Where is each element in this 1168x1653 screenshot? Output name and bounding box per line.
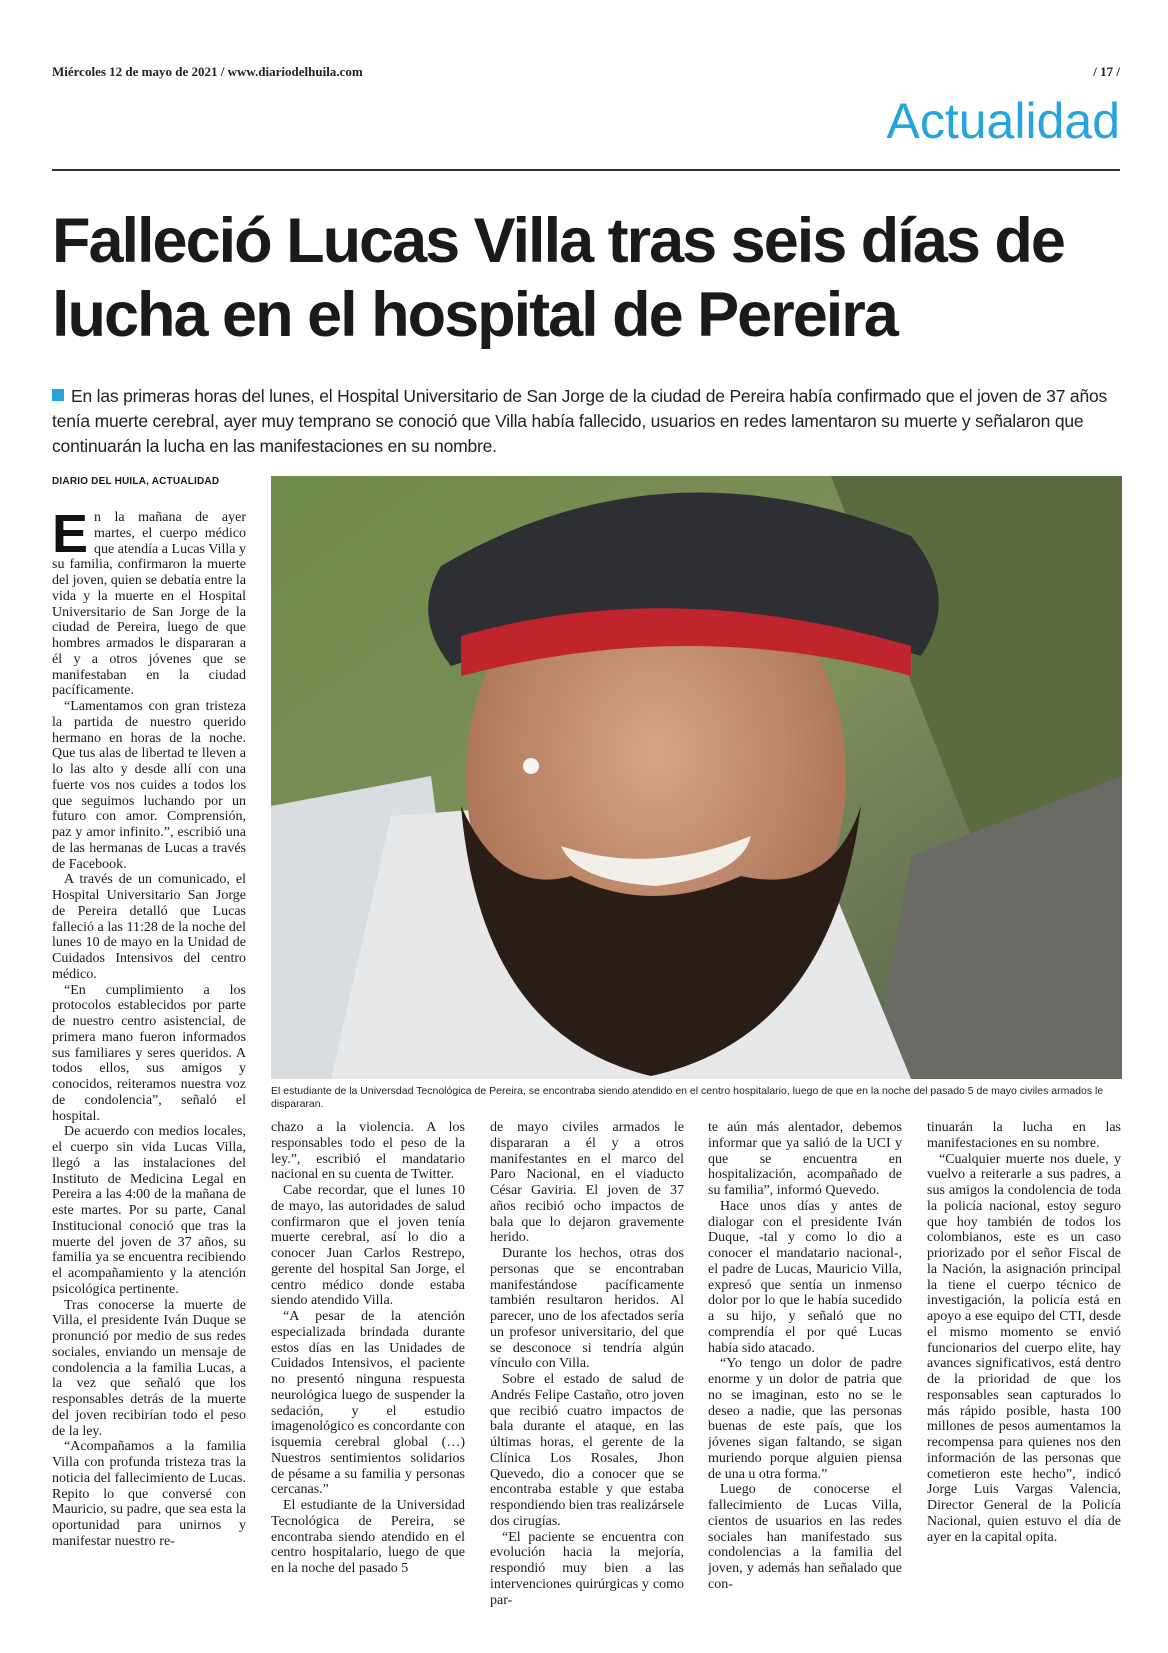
paragraph: “Acompañamos a la familia Villa con profunda tristeza tras la noticia del fallecimiento de Lucas. Repito lo que conversé con Mauricio, su padre, que sea esta la oportunidad para unirnos y manifestar nuestro re- xyxy=(52,1439,246,1549)
date-site-line: Miércoles 12 de mayo de 2021 / www.diariodelhuila.com xyxy=(52,64,363,79)
byline: DIARIO DEL HUILA, ACTUALIDAD xyxy=(52,476,220,487)
paragraph: te aún más alentador, debemos informar que ya salió de la UCI y que se encuentra en hospitalización, acompañado de su familia”, informó Quevedo. xyxy=(708,1120,902,1198)
paragraph: El estudiante de la Universidad Tecnológica de Pereira, se encontraba siendo atendido en el centro hospitalario, luego de que en la noche del pasado 5 xyxy=(271,1498,465,1576)
article-column-3 xyxy=(490,1120,684,1625)
paragraph: Cabe recordar, que el lunes 10 de mayo, las autoridades de salud confirmaron que el joven tenía muerte cerebral, así lo dio a conocer Juan Carlos Restrepo, gerente del hospital San Jorge, el centro médico donde estaba siendo atendido Villa. xyxy=(271,1183,465,1309)
paragraph: “A pesar de la atención especializada brindada durante estos días en las Unidades de Cuidados Intensivos, el paciente no presentó ninguna respuesta neurológica luego de suspender la sedación, y el estudio imagenológico es concordante con isquemia cerebral global (…) Nuestros sentimientos solidarios de pésame a su familia y personas cercanas.” xyxy=(271,1309,465,1498)
article-lead xyxy=(52,384,1122,459)
page-number: / 17 / xyxy=(1093,64,1120,79)
paragraph: “Lamentamos con gran tristeza la partida de nuestro querido hermano en horas de la noche. Que tus alas de libertad te lleven a lo las alto y desde allí con una fuerte vos nos cuides a todos los que seguimos luchando por un futuro con amor. Comprensión, paz y amor infinito.”, escribió una de las hermanas de Lucas a través de Facebook. xyxy=(52,699,246,872)
paragraph: Tras conocerse la muerte de Villa, el presidente Iván Duque se pronunció por medio de sus redes sociales, enviando un mensaje de condolencia a la familia Lucas, a la vez que señaló que los responsables detrás de la muerte del joven recibirían todo el peso de la ley. xyxy=(52,1297,246,1439)
article-column-2 xyxy=(271,1120,465,1625)
paragraph: chazo a la violencia. A los responsables todo el peso de la ley.”, escribió el mandatario nacional en su cuenta de Twitter. xyxy=(271,1120,465,1183)
paragraph: tinuarán la lucha en las manifestaciones en su nombre. xyxy=(927,1120,1121,1151)
paragraph: A través de un comunicado, el Hospital Universitario San Jorge de Pereira detalló que Lucas falleció a las 11:28 de la noche del lunes 10 de mayo en la Unidad de Cuidados Intensivos del centro médico. xyxy=(52,872,246,982)
paragraph: “Yo tengo un dolor de padre enorme y un dolor de patria que no se imaginan, esto no se le deseo a nadie, que las personas buenas de este país, que los jóvenes sigan faltando, se sigan muriendo porque alguien piensa de una u otra forma.” xyxy=(708,1356,902,1482)
article-headline: Falleció Lucas Villa tras seis días de lucha en el hospital de Pereira xyxy=(52,206,1064,350)
section-title: Actualidad xyxy=(886,93,1120,149)
paragraph: “En cumplimiento a los protocolos establecidos por parte de nuestro centro asistencial, de primera mano fueron informados sus familiares y seres queridos. A todos ellos, sus amigos y conocidos, reiteramos nuestra voz de condolencia”, señaló el hospital. xyxy=(52,982,246,1124)
article-column-4 xyxy=(708,1120,902,1625)
article-photo xyxy=(271,476,1122,1079)
article-column-1 xyxy=(52,510,246,1625)
lead-bullet-icon xyxy=(52,389,64,401)
paragraph: Durante los hechos, otras dos personas que se encontraban manifestándose pacíficamente también resultaron heridos. Al parecer, uno de los afectados sería un profesor universitario, del que se desconoce si tendría algún vínculo con Villa. xyxy=(490,1246,684,1372)
photo-caption: El estudiante de la Universdad Tecnológica de Pereira, se encontraba siendo atendido en el centro hospitalario, luego de que en la noche del pasado 5 de mayo civiles armados le dispararan. xyxy=(271,1085,1104,1110)
dropcap: E xyxy=(52,510,89,564)
lead-text: En las primeras horas del lunes, el Hospital Universitario de San Jorge de la ciudad de Pereira había confirmado que el joven de 37 años tenía muerte cerebral, ayer muy temprano se conoció que Villa había fallecido, usuarios en redes lamentaron su muerte y señalaron que continuarán la lucha en las manifestaciones en su nombre. xyxy=(52,386,1108,456)
header-rule xyxy=(52,169,1120,171)
paragraph: Hace unos días y antes de dialogar con el presidente Iván Duque, -tal y como lo dio a conocer el mandatario nacional-, el padre de Lucas, Mauricio Villa, expresó que sentía un inmenso dolor por lo que le había sucedido a su hijo, y señaló que no comprendía el por qué Lucas había sido atacado. xyxy=(708,1198,902,1356)
paragraph: n la mañana de ayer martes, el cuerpo médico que atendía a Lucas Villa y su familia, confirmaron la muerte del joven, quien se debatía entre la vida y la muerte en el Hospital Universitario de San Jorge de la ciudad de Pereira, luego de que hombres armados le dispararan a él y a otros jóvenes que se manifestaban en la ciudad pacíficamente. xyxy=(52,510,246,699)
paragraph: Luego de conocerse el fallecimiento de Lucas Villa, cientos de usuarios en las redes sociales han manifestado sus condolencias a la familia del joven, y además han señalado que con- xyxy=(708,1482,902,1592)
paragraph: de mayo civiles armados le dispararan a él y a otros manifestantes en el marco del Paro Nacional, en el viaducto César Gaviria. El joven de 37 años recibió ocho impactos de bala que lo dejaron gravemente herido. xyxy=(490,1120,684,1246)
paragraph: “El paciente se encuentra con evolución hacia la mejoría, respondió muy bien a las intervenciones quirúrgicas y como par- xyxy=(490,1529,684,1608)
article-column-5 xyxy=(927,1120,1121,1625)
paragraph: De acuerdo con medios locales, el cuerpo sin vida Lucas Villa, llegó a las instalaciones del Instituto de Medicina Legal en Pereira a las 4:00 de la mañana de este martes. Por su parte, Canal Institucional conoció que tras la muerte del joven de 37 años, su familia ya se encuentra recibiendo el acompañamiento y la atención psicológica pertinente. xyxy=(52,1124,246,1297)
paragraph: Sobre el estado de salud de Andrés Felipe Castaño, otro joven que recibió cuatro impactos de bala durante el ataque, en las últimas horas, el gerente de la Clínica Los Rosales, Jhon Quevedo, dio a conocer que se encontraba estable y que estaba respondiendo bien tras realizársele dos cirugías. xyxy=(490,1372,684,1529)
paragraph: “Cualquier muerte nos duele, y vuelvo a reiterarle a sus padres, a sus amigos la condolencia de toda la policía nacional, estoy seguro que hoy también de todos los colombianos, este es un caso priorizado por el señor Fiscal de la Nación, la asignación principal la tiene el cuerpo técnico de investigación, la policía está en apoyo a ese equipo del CTI, desde el mismo momento se envió funcionarios del cuerpo elite, hay avances significativos, está dentro de la prioridad de que los responsables sean capturados lo más rápido posible, hasta 100 millones de pesos aumentamos la recompensa para quienes nos den información de las personas que cometieron este hecho”, indicó Jorge Luis Vargas Valencia, Director General de la Policía Nacional, quien estuvo el día de ayer en la capital opita. xyxy=(927,1151,1121,1545)
